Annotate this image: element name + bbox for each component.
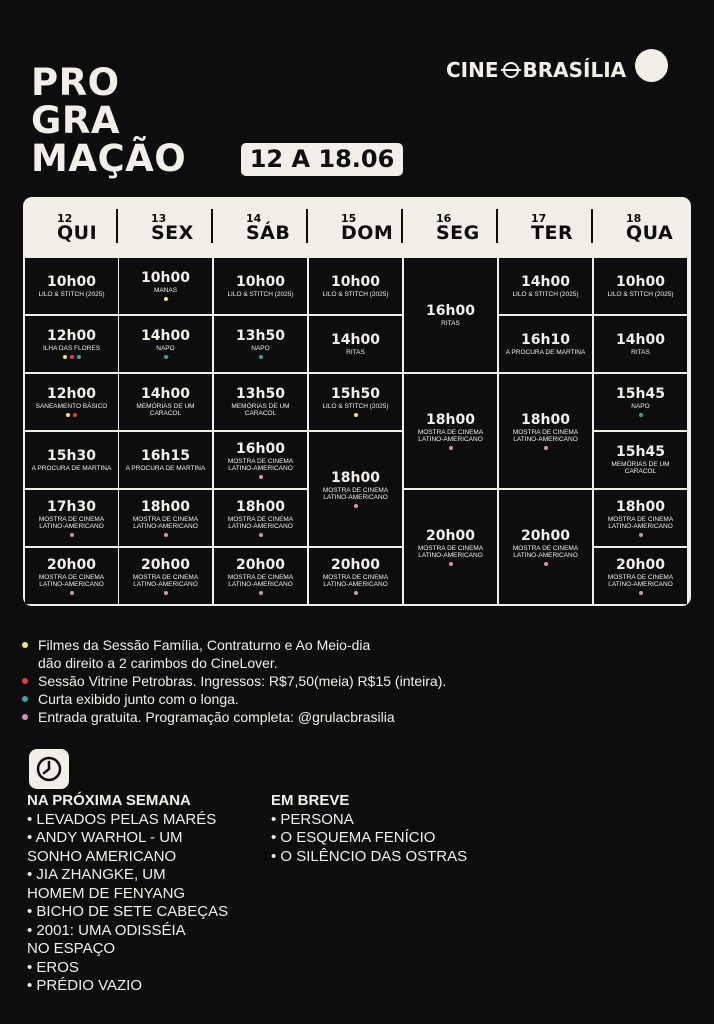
session-time: 18h00 <box>141 498 190 515</box>
day-number: 16 <box>436 212 452 225</box>
day-header <box>131 197 210 255</box>
session-time: 20h00 <box>616 556 665 573</box>
day-header <box>416 197 495 255</box>
yellow-dot-icon <box>354 413 358 417</box>
yellow-dot-icon <box>22 642 28 648</box>
next-week-item: • EROS <box>27 958 79 976</box>
day-number: 12 <box>57 212 73 225</box>
session-time: 18h00 <box>236 498 285 515</box>
legend-text: dão direito a 2 carimbos do CineLover. <box>38 655 278 671</box>
session-time: 18h00 <box>426 411 475 428</box>
day-header <box>37 197 116 255</box>
day-separator <box>401 209 403 243</box>
pink-dot-icon <box>259 591 263 595</box>
day-separator <box>496 209 498 243</box>
session-cell <box>594 490 687 546</box>
session-cell <box>594 548 687 604</box>
session-markers <box>164 591 168 595</box>
pink-dot-icon <box>449 446 453 450</box>
session-markers <box>544 446 548 450</box>
session-film: MOSTRA DE CINEMA LATINO-AMERICANO <box>417 544 484 559</box>
session-film: A PROCURA DE MARTINA <box>505 348 586 356</box>
teal-dot-icon <box>164 355 168 359</box>
session-markers <box>259 533 263 537</box>
session-time: 20h00 <box>47 556 96 573</box>
coming-soon-list <box>271 792 521 866</box>
pink-dot-icon <box>259 533 263 537</box>
next-week-item: • BICHO DE SETE CABEÇAS <box>27 903 229 920</box>
session-cell <box>594 258 687 314</box>
session-markers <box>70 591 74 595</box>
session-cell <box>309 316 402 372</box>
teal-dot-icon <box>639 413 643 417</box>
session-film: A PROCURA DE MARTINA <box>125 464 206 472</box>
next-week-list <box>27 792 257 996</box>
session-cell <box>594 432 687 488</box>
session-time: 10h00 <box>616 273 665 290</box>
pink-dot-icon <box>639 533 643 537</box>
coming-soon-item: • O SILÊNCIO DAS OSTRAS <box>271 847 468 865</box>
coming-soon-item: • PERSONA <box>271 810 354 828</box>
session-film: MOSTRA DE CINEMA LATINO-AMERICANO <box>512 544 579 559</box>
session-film: RITAS <box>631 348 650 356</box>
next-week-item: • LEVADOS PELAS MARÉS <box>27 810 217 828</box>
session-time: 20h00 <box>141 556 190 573</box>
session-film: LILO & STITCH (2025) <box>227 290 294 298</box>
session-cell <box>309 374 402 430</box>
session-markers <box>70 533 74 537</box>
session-time: 20h00 <box>426 527 475 544</box>
session-cell <box>309 432 402 546</box>
cine-brasilia-logo <box>446 58 626 82</box>
legend-text: Entrada gratuita. Programação completa: @grulacbrasilia <box>38 709 395 725</box>
session-markers <box>259 355 263 359</box>
pink-dot-icon <box>259 475 263 479</box>
legend-text: Sessão Vitrine Petrobras. Ingressos: R$7,50(meia) R$15 (inteira). <box>38 673 447 689</box>
session-time: 10h00 <box>141 270 190 286</box>
session-cell <box>499 316 592 372</box>
title-line: MAÇÃO <box>31 137 187 180</box>
session-time: 20h00 <box>331 556 380 573</box>
next-week-item: • PRÉDIO VAZIO <box>27 977 142 994</box>
session-film: MOSTRA DE CINEMA LATINO-AMERICANO <box>227 573 294 588</box>
session-cell <box>119 316 212 372</box>
session-markers <box>259 475 263 479</box>
session-film: NAPO <box>156 345 175 352</box>
next-week-item: • JIA ZHANGKE, UM <box>27 866 166 883</box>
title-line: PRO <box>31 61 120 104</box>
session-markers <box>164 297 168 301</box>
session-cell <box>214 548 307 604</box>
next-week-item: NO ESPAÇO <box>27 940 116 957</box>
session-film: NAPO <box>631 403 650 410</box>
session-cell <box>309 258 402 314</box>
session-film: MOSTRA DE CINEMA LATINO-AMERICANO <box>132 573 199 588</box>
session-film: LILO & STITCH (2025) <box>512 290 579 298</box>
session-time: 20h00 <box>521 527 570 544</box>
session-markers <box>354 504 358 508</box>
session-cell <box>214 316 307 372</box>
logo-text-right: BRASÍLIA <box>522 58 627 82</box>
session-film: MEMÓRIAS DE UM CARACOL <box>611 461 670 475</box>
yellow-dot-icon <box>66 413 70 417</box>
pink-dot-icon <box>22 714 28 720</box>
session-time: 13h50 <box>236 386 285 402</box>
day-name: SEX <box>151 222 194 244</box>
day-name: SEG <box>436 222 480 244</box>
session-film: MOSTRA DE CINEMA LATINO-AMERICANO <box>322 486 389 501</box>
session-time: 10h00 <box>331 273 380 290</box>
session-cell <box>214 490 307 546</box>
page-title <box>31 61 187 180</box>
session-cell <box>119 374 212 430</box>
session-time: 14h00 <box>521 273 570 290</box>
pink-dot-icon <box>544 446 548 450</box>
session-film: ILHA DAS FLORES <box>42 345 101 352</box>
session-cell <box>214 374 307 430</box>
session-time: 12h00 <box>47 386 96 402</box>
legend-text: Curta exibido junto com o longa. <box>38 691 239 707</box>
session-time: 12h00 <box>47 328 96 344</box>
next-week-item: HOMEM DE FENYANG <box>27 884 186 902</box>
red-dot-icon <box>22 678 28 684</box>
logo-text-left: CINE <box>446 58 499 82</box>
next-week-item: • 2001: UMA ODISSÉIA <box>27 921 186 939</box>
brand-circle-icon <box>635 49 668 82</box>
session-markers <box>164 533 168 537</box>
session-cell <box>499 490 592 604</box>
session-time: 14h00 <box>616 331 665 348</box>
legend-item <box>22 690 446 708</box>
session-film: MOSTRA DE CINEMA LATINO-AMERICANO <box>227 457 294 472</box>
session-time: 13h50 <box>236 328 285 344</box>
session-markers <box>639 533 643 537</box>
session-time: 16h00 <box>236 440 285 457</box>
session-time: 10h00 <box>236 273 285 290</box>
legend-item <box>22 672 446 690</box>
session-time: 17h30 <box>47 498 96 515</box>
day-separator <box>306 209 308 243</box>
session-markers <box>544 562 548 566</box>
session-cell <box>404 258 497 372</box>
session-cell <box>214 258 307 314</box>
red-dot-icon <box>73 413 77 417</box>
session-time: 18h00 <box>331 469 380 486</box>
next-week-item: • ANDY WARHOL - UM <box>27 829 183 846</box>
session-film: MEMÓRIAS DE UM CARACOL <box>136 403 195 417</box>
session-cell <box>119 490 212 546</box>
session-film: LILO & STITCH (2025) <box>607 290 674 298</box>
session-film: MOSTRA DE CINEMA LATINO-AMERICANO <box>607 573 674 588</box>
session-cell <box>404 490 497 604</box>
date-range-badge: 12 A 18.06 <box>241 143 403 176</box>
session-film: MOSTRA DE CINEMA LATINO-AMERICANO <box>38 515 105 530</box>
session-film: LILO & STITCH (2025) <box>322 403 389 410</box>
session-time: 16h10 <box>521 331 570 348</box>
next-week-heading: NA PRÓXIMA SEMANA <box>27 792 191 809</box>
session-time: 18h00 <box>616 498 665 515</box>
session-time: 18h00 <box>521 411 570 428</box>
legend-item <box>22 708 446 726</box>
day-name: TER <box>531 222 574 244</box>
session-film: MOSTRA DE CINEMA LATINO-AMERICANO <box>607 515 674 530</box>
session-film: NAPO <box>251 345 270 352</box>
session-markers <box>259 591 263 595</box>
next-week-item: SONHO AMERICANO <box>27 847 177 865</box>
session-time: 10h00 <box>47 273 96 290</box>
session-film: MOSTRA DE CINEMA LATINO-AMERICANO <box>227 515 294 530</box>
day-number: 17 <box>531 212 547 225</box>
session-film: RITAS <box>346 348 365 356</box>
session-film: RITAS <box>441 319 460 327</box>
session-cell <box>594 374 687 430</box>
session-time: 15h45 <box>616 444 665 460</box>
day-header <box>511 197 590 255</box>
session-markers <box>66 413 77 417</box>
pink-dot-icon <box>164 533 168 537</box>
session-cell <box>594 316 687 372</box>
red-dot-icon <box>70 355 74 359</box>
session-markers <box>449 562 453 566</box>
day-name: QUA <box>626 222 674 244</box>
day-number: 15 <box>341 212 357 225</box>
session-cell <box>119 258 212 314</box>
session-cell <box>25 548 118 604</box>
session-time: 16h00 <box>426 302 475 319</box>
session-film: A PROCURA DE MARTINA <box>31 464 112 472</box>
session-film: MOSTRA DE CINEMA LATINO-AMERICANO <box>512 428 579 443</box>
day-number: 18 <box>626 212 642 225</box>
session-time: 15h50 <box>331 386 380 402</box>
session-film: MEMÓRIAS DE UM CARACOL <box>231 403 290 417</box>
session-cell <box>25 374 118 430</box>
session-cell <box>119 432 212 488</box>
session-markers <box>354 591 358 595</box>
session-film: SANEAMENTO BÁSICO <box>35 403 108 410</box>
session-cell <box>25 490 118 546</box>
pink-dot-icon <box>70 533 74 537</box>
session-cell <box>309 548 402 604</box>
session-film: LILO & STITCH (2025) <box>38 290 105 298</box>
session-film: MOSTRA DE CINEMA LATINO-AMERICANO <box>38 573 105 588</box>
legend-text: Filmes da Sessão Família, Contraturno e Ao Meio-dia <box>38 637 371 653</box>
clock-icon <box>29 749 69 789</box>
pink-dot-icon <box>449 562 453 566</box>
session-cell <box>214 432 307 488</box>
day-separator <box>591 209 593 243</box>
session-film: MOSTRA DE CINEMA LATINO-AMERICANO <box>132 515 199 530</box>
session-markers <box>449 446 453 450</box>
session-time: 14h00 <box>141 386 190 402</box>
session-cell <box>25 258 118 314</box>
session-film: MOSTRA DE CINEMA LATINO-AMERICANO <box>322 573 389 588</box>
session-time: 16h15 <box>141 447 190 464</box>
pink-dot-icon <box>164 591 168 595</box>
session-time: 20h00 <box>236 556 285 573</box>
coming-soon-item: • O ESQUEMA FENÍCIO <box>271 829 436 846</box>
pink-dot-icon <box>70 591 74 595</box>
yellow-dot-icon <box>164 297 168 301</box>
session-time: 14h00 <box>141 328 190 344</box>
session-cell <box>25 432 118 488</box>
day-separator <box>211 209 213 243</box>
coming-soon-heading: EM BREVE <box>271 792 350 809</box>
session-cell <box>404 374 497 488</box>
session-markers <box>354 413 358 417</box>
days-header <box>23 197 691 255</box>
session-time: 15h45 <box>616 386 665 402</box>
day-name: QUI <box>57 222 98 244</box>
session-time: 14h00 <box>331 331 380 348</box>
title-line: GRA <box>31 99 120 142</box>
session-cell <box>499 258 592 314</box>
legend <box>22 636 446 726</box>
day-header <box>226 197 305 255</box>
teal-dot-icon <box>259 355 263 359</box>
session-markers <box>164 355 168 359</box>
session-film: LILO & STITCH (2025) <box>322 290 389 298</box>
session-markers <box>639 413 643 417</box>
pink-dot-icon <box>544 562 548 566</box>
day-separator <box>116 209 118 243</box>
cine-brasilia-logo-icon <box>503 62 519 78</box>
day-name: SÁB <box>246 222 291 244</box>
schedule-grid <box>23 197 691 606</box>
pink-dot-icon <box>639 591 643 595</box>
pink-dot-icon <box>354 504 358 508</box>
day-header <box>606 197 685 255</box>
session-markers <box>63 355 81 359</box>
yellow-dot-icon <box>63 355 67 359</box>
legend-item <box>22 636 446 672</box>
teal-dot-icon <box>22 696 28 702</box>
session-time: 15h30 <box>47 447 96 464</box>
session-cell <box>25 316 118 372</box>
day-name: DOM <box>341 222 394 244</box>
session-cell <box>499 374 592 488</box>
day-number: 13 <box>151 212 167 225</box>
session-film: MANAS <box>153 287 178 294</box>
session-markers <box>639 591 643 595</box>
pink-dot-icon <box>354 591 358 595</box>
day-number: 14 <box>246 212 262 225</box>
day-header <box>321 197 400 255</box>
teal-dot-icon <box>77 355 81 359</box>
session-film: MOSTRA DE CINEMA LATINO-AMERICANO <box>417 428 484 443</box>
session-cell <box>119 548 212 604</box>
